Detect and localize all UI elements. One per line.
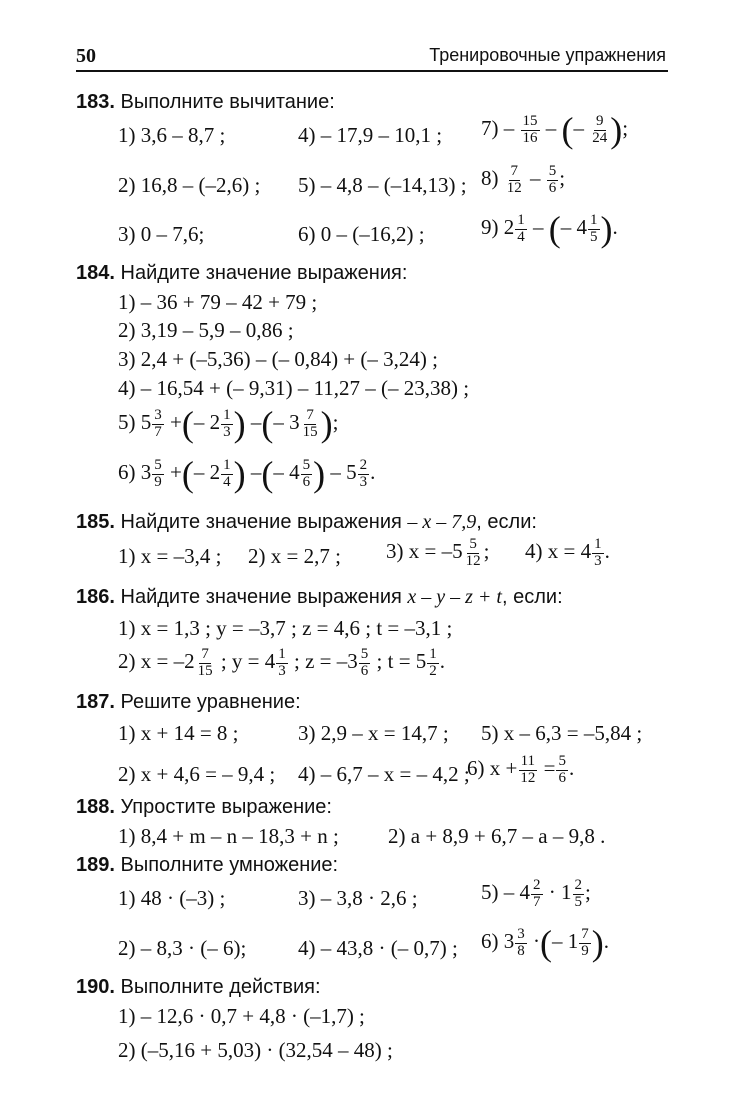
ex189-item-4: 4) – 43,8 · (– 0,7) ; bbox=[298, 936, 458, 960]
ex185-item-1: 1) x = –3,4 ; bbox=[118, 544, 222, 568]
ex183-item-6: 6) 0 – (–16,2) ; bbox=[298, 222, 425, 246]
ex184-item-3: 3) 2,4 + (–5,36) – (– 0,84) + (– 3,24) ; bbox=[118, 347, 438, 371]
ex183-item-5: 5) – 4,8 – (–14,13) ; bbox=[298, 173, 467, 197]
ex184-item-2: 2) 3,19 – 5,9 – 0,86 ; bbox=[118, 318, 294, 342]
ex189-item-2: 2) – 8,3 · (– 6); bbox=[118, 936, 247, 960]
exercise-187-title: 187. Решите уравнение: bbox=[76, 691, 301, 713]
running-title: Тренировочные упражнения bbox=[429, 45, 666, 65]
exercise-184-title: 184. Найдите значение выражения: bbox=[76, 262, 408, 284]
ex185-item-4: 4) x = 4 $\frac{1}{3}$ . bbox=[525, 536, 610, 569]
ex187-item-1: 1) x + 14 = 8 ; bbox=[118, 721, 239, 745]
page-number: 50 bbox=[76, 45, 96, 67]
ex187-item-3: 3) 2,9 – x = 14,7 ; bbox=[298, 721, 449, 745]
ex187-item-2: 2) x + 4,6 = – 9,4 ; bbox=[118, 762, 276, 786]
ex185-item-2: 2) x = 2,7 ; bbox=[248, 544, 341, 568]
ex186-item-1: 1) x = 1,3 ; y = –3,7 ; z = 4,6 ; t = –3,1 ; bbox=[118, 616, 453, 640]
ex186-item-2: 2) x = –2 $\frac{7}{15}$ ; y = 4 $\frac{1}{3}$ ; z = –3 $\frac{5}{6}$ ; t = 5 $\frac{1}{2}$ . bbox=[118, 646, 446, 679]
ex184-item-1: 1) – 36 + 79 – 42 + 79 ; bbox=[118, 290, 318, 314]
ex188-item-2: 2) a + 8,9 + 6,7 – a – 9,8 . bbox=[388, 824, 606, 848]
exercise-186-title: 186. Найдите значение выражения x – y – z + t, если: bbox=[76, 586, 563, 608]
ex183-item-4: 4) – 17,9 – 10,1 ; bbox=[298, 123, 443, 147]
ex185-item-3: 3) x = –5 $\frac{5}{12}$ ; bbox=[386, 536, 490, 569]
exercise-185-title: 185. Найдите значение выражения – x – 7,9, если: bbox=[76, 511, 537, 533]
ex184-item-5: 5) 5 $\frac{3}{7}$ +(– 2 $\frac{1}{3}$ ) –(– 3 $\frac{7}{15}$ ); bbox=[118, 403, 339, 444]
ex190-item-1: 1) – 12,6 · 0,7 + 4,8 · (–1,7) ; bbox=[118, 1004, 365, 1028]
ex183-item-9: 9) 2 $\frac{1}{4}$ – (– 4 $\frac{1}{5}$ ). bbox=[481, 208, 618, 249]
ex187-item-4: 4) – 6,7 – x = – 4,2 ; bbox=[298, 762, 470, 786]
ex188-item-1: 1) 8,4 + m – n – 18,3 + n ; bbox=[118, 824, 339, 848]
ex187-item-5: 5) x – 6,3 = –5,84 ; bbox=[481, 721, 643, 745]
exercise-188-title: 188. Упростите выражение: bbox=[76, 796, 332, 818]
ex183-item-7: 7) – $\frac{15}{16}$ – (– $\frac{9}{24}$ ); bbox=[481, 109, 629, 150]
ex190-item-2: 2) (–5,16 + 5,03) · (32,54 – 48) ; bbox=[118, 1038, 393, 1062]
ex183-item-8: 8) $\frac{7}{12}$ – $\frac{5}{6}$ ; bbox=[481, 163, 566, 196]
ex183-item-3: 3) 0 – 7,6; bbox=[118, 222, 205, 246]
exercise-190-title: 190. Выполните действия: bbox=[76, 976, 321, 998]
ex189-item-6: 6) 3 $\frac{3}{8}$ ·(– 1 $\frac{7}{9}$ ). bbox=[481, 922, 609, 963]
ex189-item-3: 3) – 3,8 · 2,6 ; bbox=[298, 886, 418, 910]
ex183-item-1: 1) 3,6 – 8,7 ; bbox=[118, 123, 226, 147]
ex184-item-4: 4) – 16,54 + (– 9,31) – 11,27 – (– 23,38) ; bbox=[118, 376, 470, 400]
ex183-item-2: 2) 16,8 – (–2,6) ; bbox=[118, 173, 261, 197]
ex189-item-1: 1) 48 · (–3) ; bbox=[118, 886, 226, 910]
ex189-item-5: 5) – 4 $\frac{2}{7}$ · 1 $\frac{2}{5}$ ; bbox=[481, 877, 591, 910]
header-rule bbox=[76, 70, 668, 72]
ex187-item-6: 6) x + $\frac{11}{12}$ = $\frac{5}{6}$ . bbox=[467, 753, 575, 786]
exercise-183-title: 183. Выполните вычитание: bbox=[76, 91, 335, 113]
exercise-189-title: 189. Выполните умножение: bbox=[76, 854, 339, 876]
ex184-item-6: 6) 3 $\frac{5}{9}$ +(– 2 $\frac{1}{4}$ ) –(– 4 $\frac{5}{6}$ ) – 5 $\frac{2}{3}$ . bbox=[118, 453, 376, 494]
